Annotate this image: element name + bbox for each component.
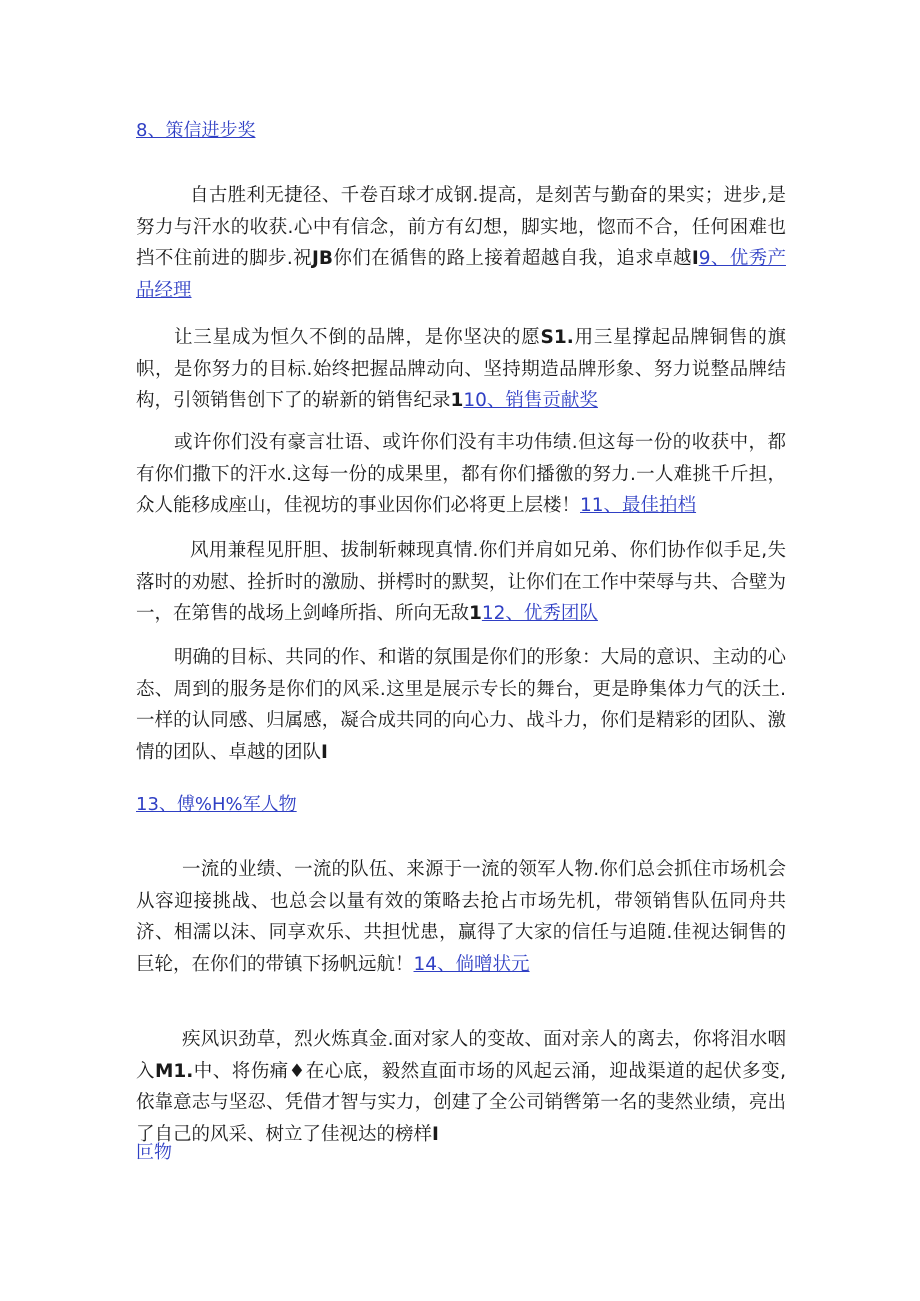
section-body-10 — [136, 427, 786, 522]
section-heading-final[interactable]: 叵物 — [136, 1142, 172, 1163]
body-text: 风用兼程见肝胆、拔制斩棘现真情.你们并肩如兄弟、你们协作似手足,失落时的劝慰、拴折时的激励、拼樗时的默契，让你们在工作中荣辱与共、合壁为一，在第售的战场上剑峰所指、所向无敌 — [136, 540, 786, 624]
body-end-mark: 1 — [450, 390, 464, 411]
body-text: 明确的目标、共同的作、和谐的氛围是你们的形象：大局的意识、主动的心态、周到的服务是你们的风采.这里是展示专长的舞台，更是睁集体力气的沃土.一样的认同感、归属感，凝合成共同的向心力、战斗力，你们是精彩的团队、激情的团队、卓越的团队 — [136, 647, 786, 763]
section-body-13 — [136, 854, 786, 980]
section-heading-11[interactable]: 11、最佳拍档 — [580, 495, 697, 516]
body-mark: S1. — [540, 327, 574, 348]
section-heading-9[interactable]: 9、优秀产品经理 — [136, 248, 786, 301]
body-text: 或许你们没有豪言壮语、或许你们没有丰功伟绩.但这每一份的收获中，都有你们撒下的汗水.这每一份的成果里，都有你们播徼的努力.一人难挑千斤担，众人能移成座山，佳视坊的事业因你们必将更上层楼！ — [136, 432, 786, 516]
body-end-mark: I — [691, 248, 699, 269]
section-body-8 — [136, 180, 786, 306]
body-mark: JB — [312, 248, 334, 269]
body-end-mark: I — [321, 741, 328, 763]
section-body-14 — [136, 1024, 786, 1150]
body-text-continued: 你们在循售的路上接着超越自我，追求卓越 — [333, 248, 692, 269]
body-mark: M1. — [154, 1060, 194, 1082]
section-heading-14[interactable]: 14、倘噌状元 — [413, 953, 530, 975]
body-text: 疾风识劲草，烈火炼真金.面对家人的变故、面对亲人的离去，你将泪水咽入 — [136, 1029, 786, 1082]
body-end-mark: I — [432, 1123, 439, 1145]
diamond-icon: ♦ — [288, 1060, 306, 1082]
section-body-11 — [136, 535, 786, 630]
body-text-continued: 用三星撑起品牌铜售的旗帜，是你努力的目标.始终把握品牌动向、坚持期造品牌形象、努力说整品牌结构，引领销售创下了的崭新的销售纪录 — [136, 327, 786, 411]
body-text: 一流的业绩、一流的队伍、来源于一流的领军人物.你们总会抓住市场机会从容迎接挑战、也总会以量有效的策略去抢占市场先机，带领销售队伍同舟共济、相濡以沫、同享欢乐、共担忧患，赢得了大家的信任与追随.佳视达铜售的巨轮，在你们的带镇下扬帆远航！ — [136, 859, 786, 975]
body-end-mark: 1 — [469, 603, 482, 624]
section-heading-13[interactable]: 13、傅%H%军人物 — [136, 794, 297, 815]
body-text-middle: 中、将伤痛 — [193, 1060, 289, 1082]
section-body-12 — [136, 642, 786, 768]
body-text: 自古胜利无捷径、千卷百球才成钢.提高，是刻苦与勤奋的果实；进步,是努力与汗水的收获.心中有信念，前方有幻想，脚实地，惚而不合，任何困难也挡不住前进的脚步.祝 — [136, 185, 786, 269]
body-text-continued: 在心底，毅然直面市场的风起云涌，迎战渠道的起伏多变,依靠意志与坚忍、凭借才智与实力，创建了全公司销辔第一名的斐然业绩，亮出了自己的风采、树立了佳视达的榜样 — [136, 1060, 786, 1145]
section-heading-8[interactable]: 8、策信进步奖 — [136, 120, 256, 141]
section-heading-10[interactable]: 10、销售贡献奖 — [463, 390, 598, 411]
section-body-9 — [136, 322, 786, 417]
section-heading-12[interactable]: 12、优秀团队 — [481, 603, 598, 624]
body-text: 让三星成为恒久不倒的品牌，是你坚决的愿 — [174, 327, 541, 348]
